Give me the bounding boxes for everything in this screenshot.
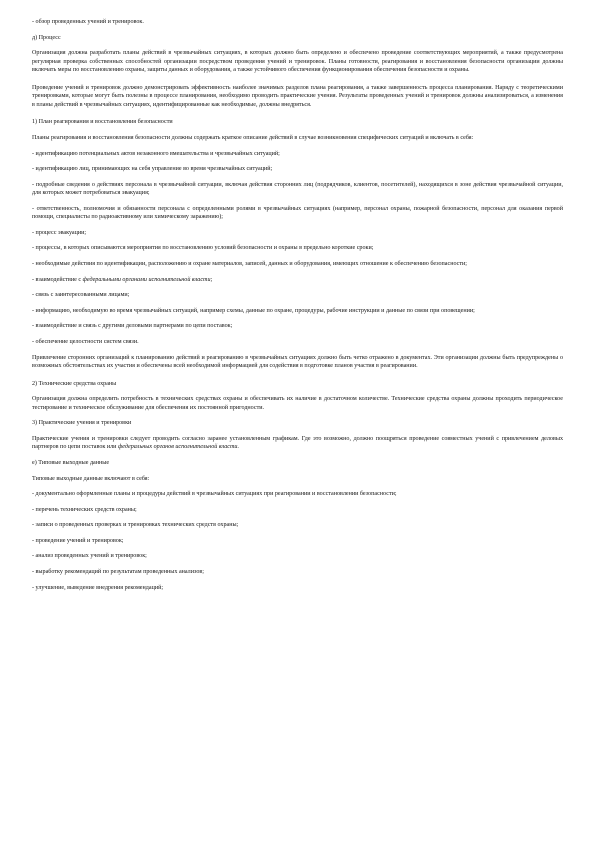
list-item: - документально оформленные планы и процедуры действий в чрезвычайных ситуациях при реагировании и восстановлении безопасности; <box>32 491 397 498</box>
body-paragraph: Привлечение сторонних организаций к планированию действий и реагированию в чрезвычайных ситуациях должно быть четко отражено в документах. Эти организации должны быть предупреждены о возможных обстоятельствах их участия и обеспечены всей необходимой информацией для содействия в подготовке планов участия в реагировании. <box>32 354 563 369</box>
list-item: - взаимодействие и связь с другими деловыми партнерами по цепи поставок; <box>32 323 233 330</box>
list-item: - проведение учений и тренировок; <box>32 537 124 544</box>
list-item: - связь с заинтересованными лицами; <box>32 292 130 299</box>
body-paragraph: Планы реагирования и восстановления безопасности должны содержать краткое описание действий в случае возникновения специфических ситуаций и включать в себя: <box>32 135 474 141</box>
list-item: - улучшение, выведение внедрения рекомендаций; <box>32 584 164 591</box>
subsection-heading-response-plan: 1) План реагирования и восстановления безопасности <box>32 119 173 126</box>
list-item: - ответственность, полномочия и обязанности персонала с определенными ролями в чрезвычайных ситуациях (например, персонал охраны, пожарной безопасности, персонал для оказания первой помощи, специалисты по радиоактивному или химическому заражению); <box>32 205 563 221</box>
list-item: - необходимые действия по идентификации, расположению и охране материалов, записей, данных и оборудования, имеющих отношение к обеспечению безопасности; <box>32 260 467 267</box>
list-item: - обеспечение целостности систем связи. <box>32 338 139 345</box>
body-paragraph: Организация должна разработать планы действий в чрезвычайных ситуациях, в которых должно быть определено и обеспечено проведение соответствующих мероприятий, а также предусмотрена регулярная проверка собственных способностей организации посредством проведения учений и тренировок. Планы готовности, реагирования и восстановления безопасности организации должны включать меры по восстановлению охраны, защиты данных и оборудования, а также устойчивого обеспечения функционирования обеспечения безопасности и охраны. <box>32 50 563 73</box>
section-heading-process: д) Процесс <box>32 34 61 41</box>
list-item <box>32 276 563 284</box>
list-item: - информацию, необходимую во время чрезвычайных ситуаций, например схемы, данные по охране, процедуры, рабочие инструкции и данные по связи при оповещении; <box>32 307 475 314</box>
subsection-heading-exercises: 3) Практические учения и тренировки <box>32 420 132 427</box>
list-item: - выработку рекомендаций по результатам проведенных анализов; <box>32 569 204 576</box>
list-item-text: ; <box>210 276 213 283</box>
body-paragraph: Организация должна определить потребность в технических средствах охраны и обеспечивать их наличие в достаточном количестве. Технические средства охраны должны проходить периодическое тестирование и техническое обслуживание для обеспечения их постоянной пригодности. <box>32 396 563 411</box>
list-item: - перечень технических средств охраны; <box>32 506 137 513</box>
body-text: Практические учения и тренировки следует проводить согласно заранее установленным графикам. Где это возможно, должно поощряться проведение совместных учений с привлечением деловых партнеров по цепи поставок или <box>32 435 563 451</box>
list-item-text: - взаимодействие с <box>32 276 83 283</box>
list-item: - подробные сведения о действиях персонала в чрезвычайной ситуации, включая действия сторонних лиц (подрядчиков, клиентов, посетителей), находящихся в зоне действия чрезвычайной ситуации, для которых может потребоваться эвакуация; <box>32 181 563 197</box>
section-heading-outputs: е) Типовые выходные данные <box>32 459 110 466</box>
body-paragraph: Типовые выходные данные включают в себя: <box>32 475 150 482</box>
body-paragraph <box>32 435 563 452</box>
body-paragraph: Проведение учений и тренировок должно демонстрировать эффективность наиболее значимых разделов плана реагирования, а также завершенность процесса планирования. Наряду с теоретическими тренировками, которые могут быть полезны в процессе планирования, необходимо проводить практические учения. Результаты проведенных учений и тренировок должны анализироваться, а изменения в планы действий в чрезвычайных ситуациях, идентифицированные как необходимые, должны внедряться. <box>32 84 563 108</box>
list-item: - идентификацию лиц, принимающих на себя управление во время чрезвычайных ситуаций; <box>32 166 273 173</box>
list-item: - процесс эвакуации; <box>32 229 87 236</box>
italic-term: федеральных органов исполнительной власти <box>117 444 238 451</box>
list-item: - записи о проведенных проверках и тренировках технических средств охраны; <box>32 522 239 529</box>
subsection-heading-technical-means: 2) Технические средства охраны <box>32 380 117 387</box>
list-item: - обзор проведенных учений и тренировок. <box>32 19 144 25</box>
list-item: - идентификацию потенциальных актов незаконного вмешательства и чрезвычайных ситуаций; <box>32 150 280 157</box>
italic-term: федеральными органами исполнительной власти <box>82 276 211 283</box>
list-item: - процессы, в которых описываются мероприятия по восстановлению условий безопасности и охраны в предельно короткие сроки; <box>32 245 374 252</box>
body-text: . <box>237 444 239 451</box>
list-item: - анализ проведенных учений и тренировок; <box>32 553 147 560</box>
